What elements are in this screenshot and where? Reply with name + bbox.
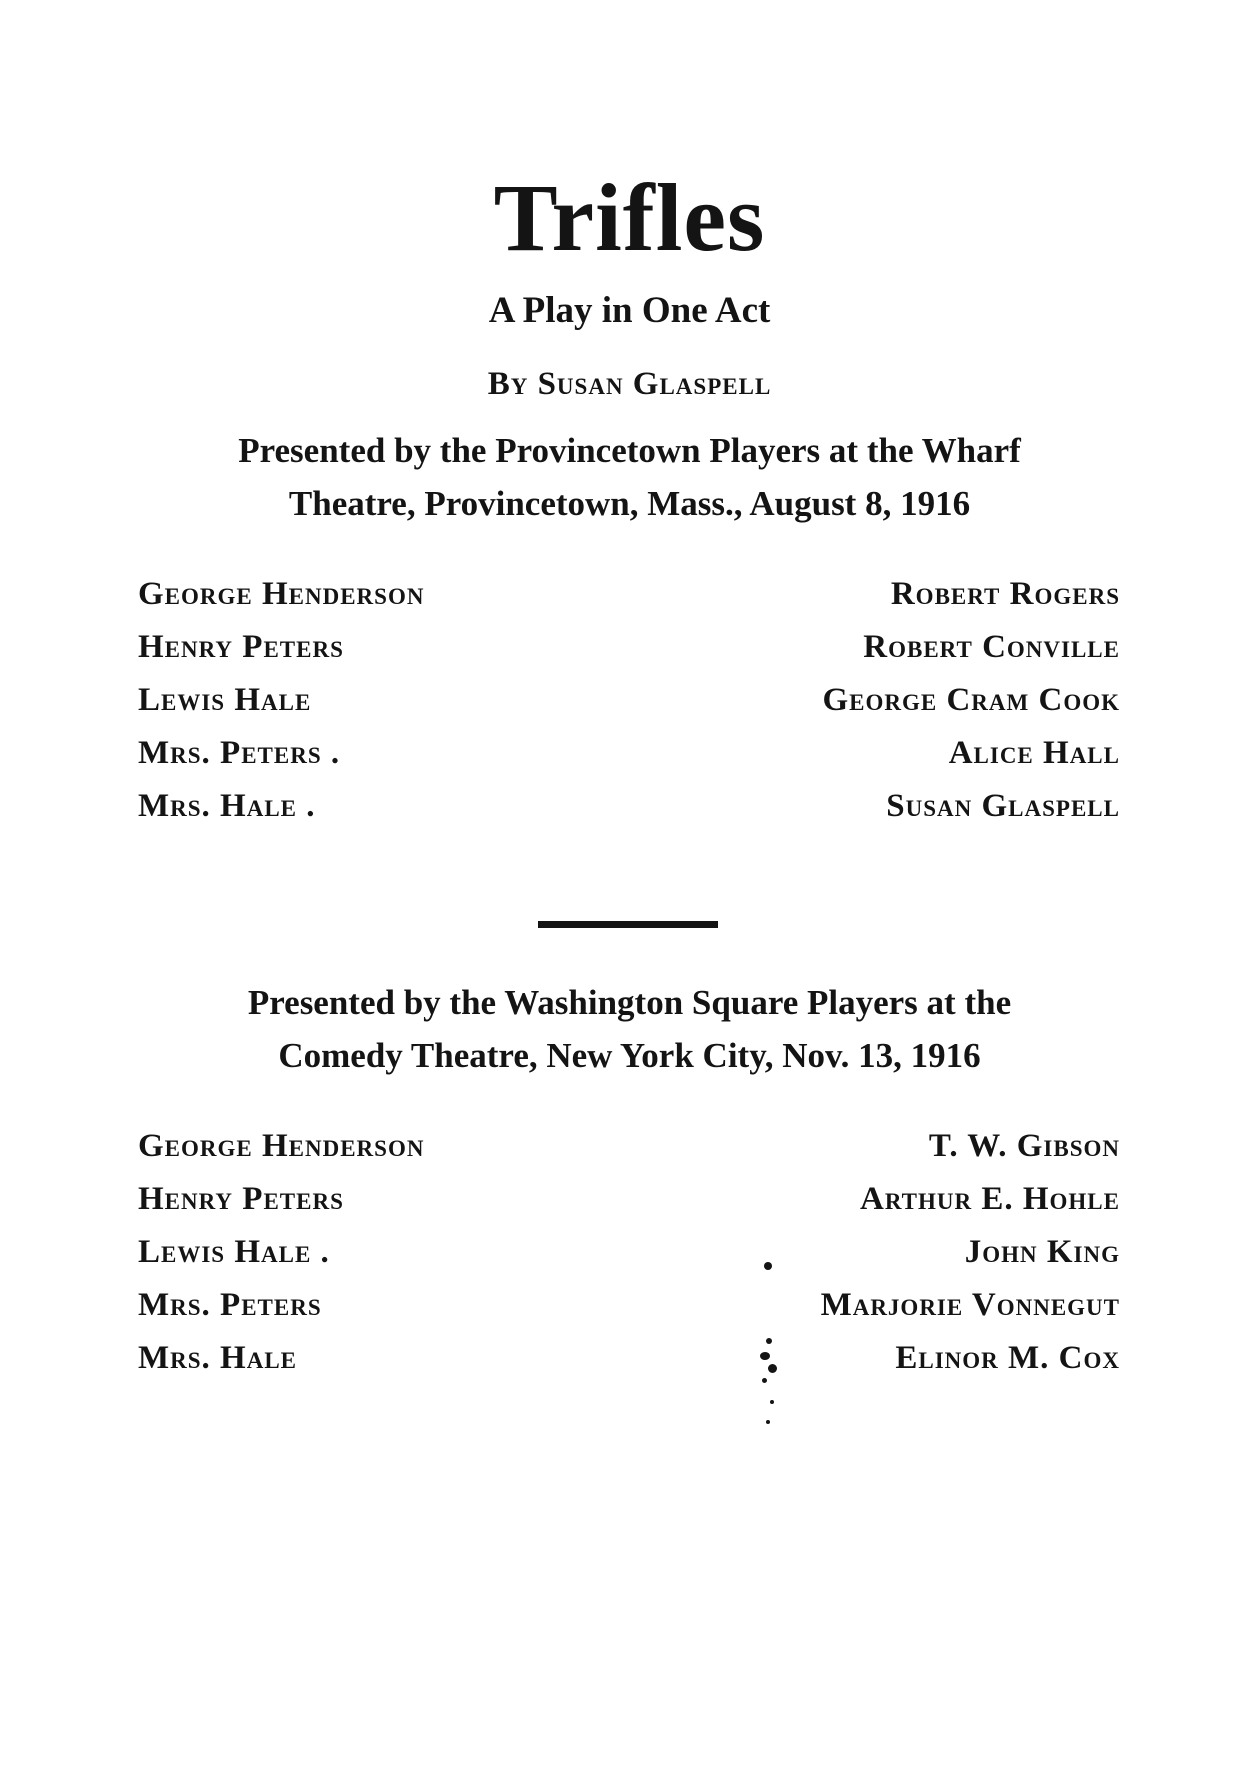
cast-role: Mrs. Peters [138,1287,322,1323]
cast-actor: Alice Hall [948,735,1120,771]
cast-role: Mrs. Hale [138,1340,298,1376]
cast-role: Henry Peters [138,1181,344,1217]
print-dot-mark [764,1262,772,1270]
second-production-line: Comedy Theatre, New York City, Nov. 13, 1916 [278,1036,981,1075]
first-production-line: Presented by the Provincetown Players at the Wharf [238,431,1021,470]
section-divider [538,921,718,928]
play-author: By Susan Glaspell [487,366,772,402]
cast-row [138,1226,1120,1279]
cast-actor: Robert Rogers [890,576,1120,612]
cast-actor: T. W. Gibson [928,1128,1120,1164]
second-cast-list [138,1120,1120,1385]
cast-row [138,780,1120,833]
ink-speck-mark [766,1338,772,1344]
first-production-line: Theatre, Provincetown, Mass., August 8, 1916 [288,484,971,523]
play-subtitle: A Play in One Act [488,290,771,331]
play-title: Trifles [493,164,766,271]
cast-actor: Marjorie Vonnegut [820,1287,1120,1323]
cast-row [138,1332,1120,1385]
cast-row [138,674,1120,727]
cast-role: George Henderson [138,1128,425,1164]
cast-row [138,1173,1120,1226]
cast-row [138,568,1120,621]
cast-role: Mrs. Hale . [138,788,316,824]
cast-row [138,1279,1120,1332]
ink-speck-mark [762,1378,767,1383]
second-production-line: Presented by the Washington Square Players at the [247,983,1012,1022]
cast-role: Lewis Hale . [138,1234,330,1270]
ink-speck-mark [770,1400,774,1404]
ink-speck-mark [766,1420,770,1424]
cast-role: Mrs. Peters . [138,735,341,771]
cast-row [138,727,1120,780]
cast-role: Lewis Hale [138,682,312,718]
cast-actor: Susan Glaspell [886,788,1120,824]
cast-role: George Henderson [138,576,425,612]
cast-role: Henry Peters [138,629,344,665]
cast-actor: Elinor M. Cox [895,1340,1120,1376]
cast-row [138,1120,1120,1173]
first-cast-list [138,568,1120,833]
ink-speck-mark [768,1364,777,1373]
ink-speck-mark [760,1352,770,1360]
second-production-credit [170,976,1089,1082]
cast-actor: Robert Conville [863,629,1120,665]
cast-actor: John King [964,1234,1120,1270]
cast-row [138,621,1120,674]
cast-actor: Arthur E. Hohle [860,1181,1120,1217]
cast-actor: George Cram Cook [822,682,1120,718]
first-production-credit [170,424,1089,530]
